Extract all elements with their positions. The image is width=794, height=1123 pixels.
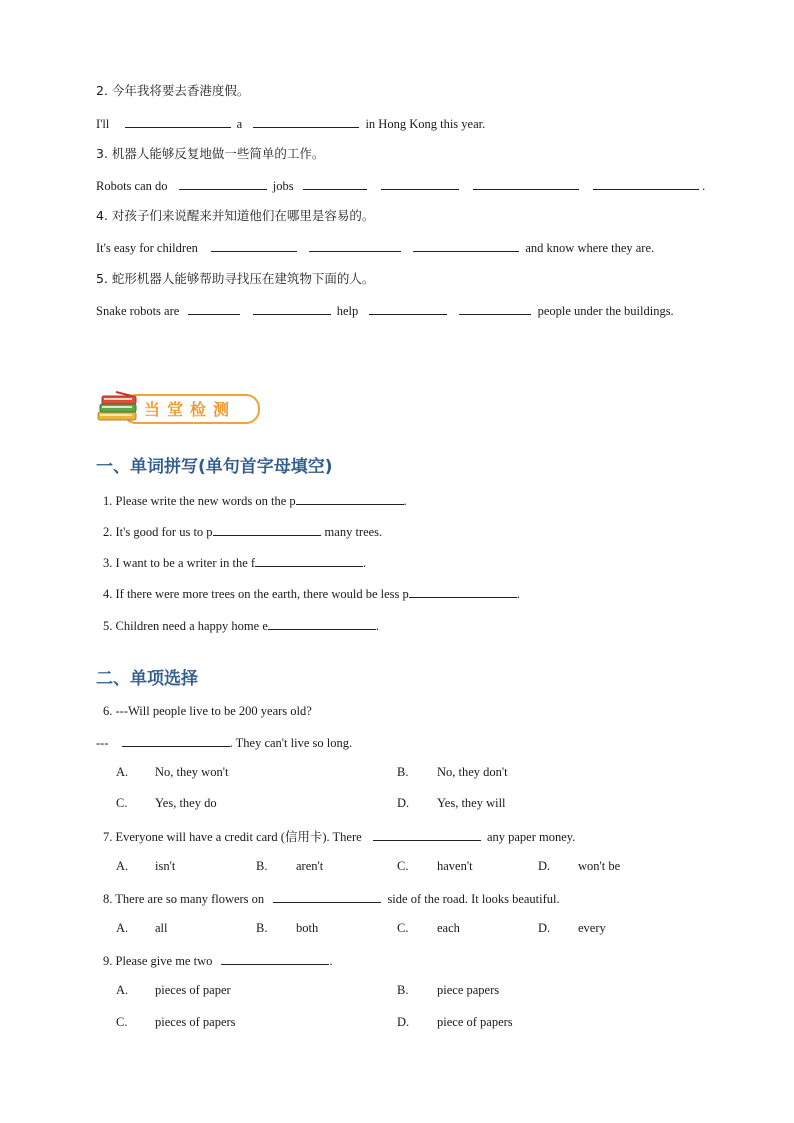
text-segment: .	[403, 494, 407, 508]
answer-blank[interactable]	[593, 177, 699, 190]
answer-blank[interactable]	[459, 302, 531, 315]
text-segment: a	[236, 117, 243, 131]
option-8b-text[interactable]: both	[296, 921, 319, 935]
option-6b[interactable]	[397, 765, 408, 780]
translation-cn-5: 5. 蛇形机器人能够帮助寻找压在建筑物下面的人。	[96, 271, 375, 286]
text-segment: 4. If there were more trees on the earth, there would be less p	[103, 587, 409, 601]
text-segment: .	[516, 587, 520, 601]
answer-blank[interactable]	[122, 734, 230, 747]
translation-en-2	[96, 115, 485, 132]
option-8c[interactable]	[397, 921, 408, 936]
option-letter: B.	[397, 765, 409, 779]
option-8a[interactable]	[116, 921, 128, 936]
text-segment: 1. Please write the new words on the p	[103, 494, 296, 508]
answer-blank[interactable]	[213, 523, 321, 536]
answer-blank[interactable]	[221, 952, 329, 965]
answer-blank[interactable]	[409, 585, 517, 598]
option-letter: B.	[256, 859, 268, 873]
answer-blank[interactable]	[413, 239, 519, 252]
answer-blank[interactable]	[253, 115, 359, 128]
answer-blank[interactable]	[369, 302, 447, 315]
translation-en-4	[96, 239, 654, 256]
option-8b[interactable]	[256, 921, 267, 936]
answer-blank[interactable]	[381, 177, 459, 190]
option-9a[interactable]	[116, 983, 128, 998]
option-letter: D.	[397, 796, 410, 810]
spelling-item-3	[103, 554, 366, 571]
text-segment: 2. It's good for us to p	[103, 525, 213, 539]
text-segment: ---	[96, 736, 109, 750]
option-letter: A.	[116, 983, 129, 997]
option-9a-text[interactable]: pieces of paper	[155, 983, 231, 997]
translation-en-5	[96, 302, 674, 319]
answer-blank[interactable]	[268, 617, 376, 630]
question-6-stem: 6. ---Will people live to be 200 years old?	[103, 704, 312, 718]
section-badge	[96, 388, 260, 424]
option-letter: C.	[397, 921, 409, 935]
option-8d-text[interactable]: every	[578, 921, 606, 935]
question-8-stem	[103, 890, 560, 907]
translation-en-3	[96, 177, 705, 194]
text-segment: any paper money.	[486, 830, 576, 844]
option-7a-text[interactable]: isn't	[155, 859, 176, 873]
spelling-item-4	[103, 585, 520, 602]
option-8a-text[interactable]: all	[155, 921, 168, 935]
answer-blank[interactable]	[373, 828, 481, 841]
badge-label: 当堂检测	[144, 400, 237, 419]
section-title-spelling: 一、单词拼写(单句首字母填空)	[96, 457, 333, 477]
option-letter: C.	[116, 796, 128, 810]
text-segment: in Hong Kong this year.	[365, 117, 486, 131]
answer-blank[interactable]	[211, 239, 297, 252]
option-7b-text[interactable]: aren't	[296, 859, 324, 873]
text-segment: It's easy for children	[96, 241, 198, 255]
text-segment: and know where they are.	[525, 241, 655, 255]
option-letter: A.	[116, 921, 129, 935]
question-6-line2	[96, 734, 352, 751]
text-segment: 7. Everyone will have a credit card (信用卡). There	[103, 830, 362, 844]
option-7a[interactable]	[116, 859, 128, 874]
text-segment: people under the buildings.	[537, 304, 674, 318]
text-segment: jobs	[272, 179, 294, 193]
text-segment: many trees.	[324, 525, 383, 539]
text-segment: 8. There are so many flowers on	[103, 892, 265, 906]
option-6a[interactable]	[116, 765, 128, 780]
text-segment: I'll	[96, 117, 110, 131]
text-segment: 5. Children need a happy home e	[103, 619, 268, 633]
option-6d[interactable]	[397, 796, 409, 811]
text-segment: 3. I want to be a writer in the f	[103, 556, 256, 570]
option-letter: A.	[116, 765, 129, 779]
text-segment: side of the road. It looks beautiful.	[387, 892, 560, 906]
option-6d-text[interactable]: Yes, they will	[437, 796, 506, 810]
option-9d[interactable]	[397, 1015, 409, 1030]
option-9c-text[interactable]: pieces of papers	[155, 1015, 236, 1029]
option-letter: B.	[397, 983, 409, 997]
answer-blank[interactable]	[255, 554, 363, 567]
text-segment: .	[702, 179, 706, 193]
text-segment: help	[336, 304, 359, 318]
spelling-item-1	[103, 492, 407, 509]
question-9-stem	[103, 952, 333, 969]
text-segment: Robots can do	[96, 179, 168, 193]
option-letter: D.	[538, 859, 551, 873]
option-letter: D.	[538, 921, 551, 935]
answer-blank[interactable]	[125, 115, 231, 128]
option-9c[interactable]	[116, 1015, 127, 1030]
spelling-item-5	[103, 617, 379, 634]
answer-blank[interactable]	[188, 302, 240, 315]
answer-blank[interactable]	[303, 177, 367, 190]
option-letter: C.	[116, 1015, 128, 1029]
option-8c-text[interactable]: each	[437, 921, 460, 935]
answer-blank[interactable]	[473, 177, 579, 190]
option-7c[interactable]	[397, 859, 408, 874]
text-segment: .	[329, 954, 333, 968]
option-8d[interactable]	[538, 921, 550, 936]
answer-blank[interactable]	[296, 492, 404, 505]
option-7b[interactable]	[256, 859, 267, 874]
answer-blank[interactable]	[309, 239, 401, 252]
translation-cn-4: 4. 对孩子们来说醒来并知道他们在哪里是容易的。	[96, 208, 375, 223]
option-7d-text[interactable]: won't be	[578, 859, 621, 873]
text-segment: Snake robots are	[96, 304, 180, 318]
option-6b-text[interactable]: No, they don't	[437, 765, 508, 779]
text-segment: .	[363, 556, 367, 570]
option-9d-text[interactable]: piece of papers	[437, 1015, 513, 1029]
translation-cn-3: 3. 机器人能够反复地做一些简单的工作。	[96, 146, 325, 161]
option-7c-text[interactable]: haven't	[437, 859, 473, 873]
answer-blank[interactable]	[273, 890, 381, 903]
text-segment: 9. Please give me two	[103, 954, 213, 968]
translation-cn-2: 2. 今年我将要去香港度假。	[96, 83, 250, 98]
option-9b-text[interactable]: piece papers	[437, 983, 500, 997]
option-letter: A.	[116, 859, 129, 873]
question-7-stem	[103, 828, 575, 845]
option-7d[interactable]	[538, 859, 550, 874]
answer-blank[interactable]	[179, 177, 267, 190]
books-icon	[96, 390, 144, 424]
option-letter: B.	[256, 921, 268, 935]
spelling-item-2	[103, 523, 382, 540]
text-segment: .	[375, 619, 380, 633]
option-letter: C.	[397, 859, 409, 873]
option-6c-text[interactable]: Yes, they do	[155, 796, 217, 810]
option-6a-text[interactable]: No, they won't	[155, 765, 229, 779]
option-9b[interactable]	[397, 983, 408, 998]
answer-blank[interactable]	[253, 302, 331, 315]
option-6c[interactable]	[116, 796, 127, 811]
option-letter: D.	[397, 1015, 410, 1029]
text-segment: . They can't live so long.	[229, 736, 353, 750]
section-title-choice: 二、单项选择	[96, 669, 198, 689]
